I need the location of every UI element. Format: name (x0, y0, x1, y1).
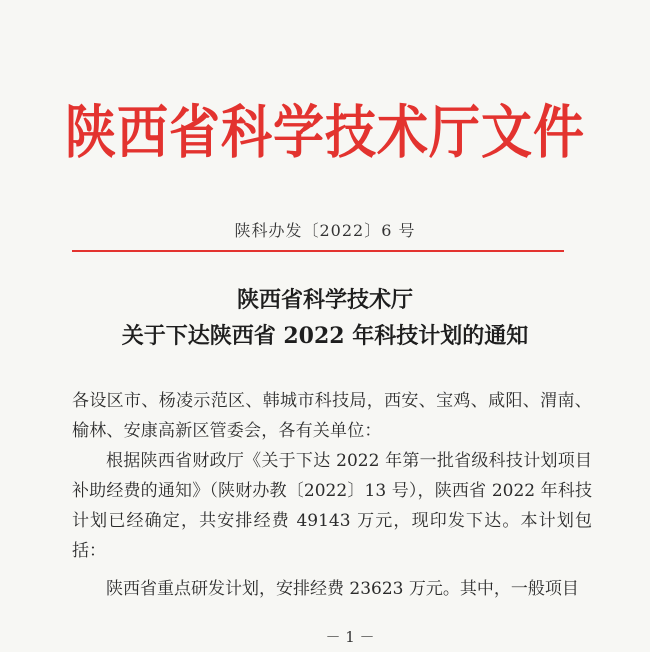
body-paragraph-1: 根据陕西省财政厅《关于下达 2022 年第一批省级科技计划项目补助经费的通知》（陕财办教〔2022〕13 号），陕西省 2022 年科技计划已经确定，共安排经费 49143 万元，现印发下达。本计划包括： (72, 451, 592, 561)
notice-title (0, 282, 650, 354)
red-divider-line (72, 250, 564, 252)
document-number: 陕科办发〔2022〕6 号 (234, 221, 416, 240)
notice-title-line-1: 陕西省科学技术厅 (236, 287, 413, 313)
document-body (72, 386, 592, 604)
document-header-title: 陕西省科学技术厅文件 (64, 99, 585, 167)
addressee-paragraph: 各设区市、杨凌示范区、韩城市科技局，西安、宝鸡、咸阳、渭南、榆林、安康高新区管委会，各有关单位： (72, 391, 592, 441)
body-paragraph-2: 陕西省重点研发计划，安排经费 23623 万元。其中，一般项目 (106, 579, 579, 599)
notice-title-line-2: 关于下达陕西省 2022 年科技计划的通知 (121, 323, 529, 349)
page-number: － 1 － (325, 628, 375, 646)
